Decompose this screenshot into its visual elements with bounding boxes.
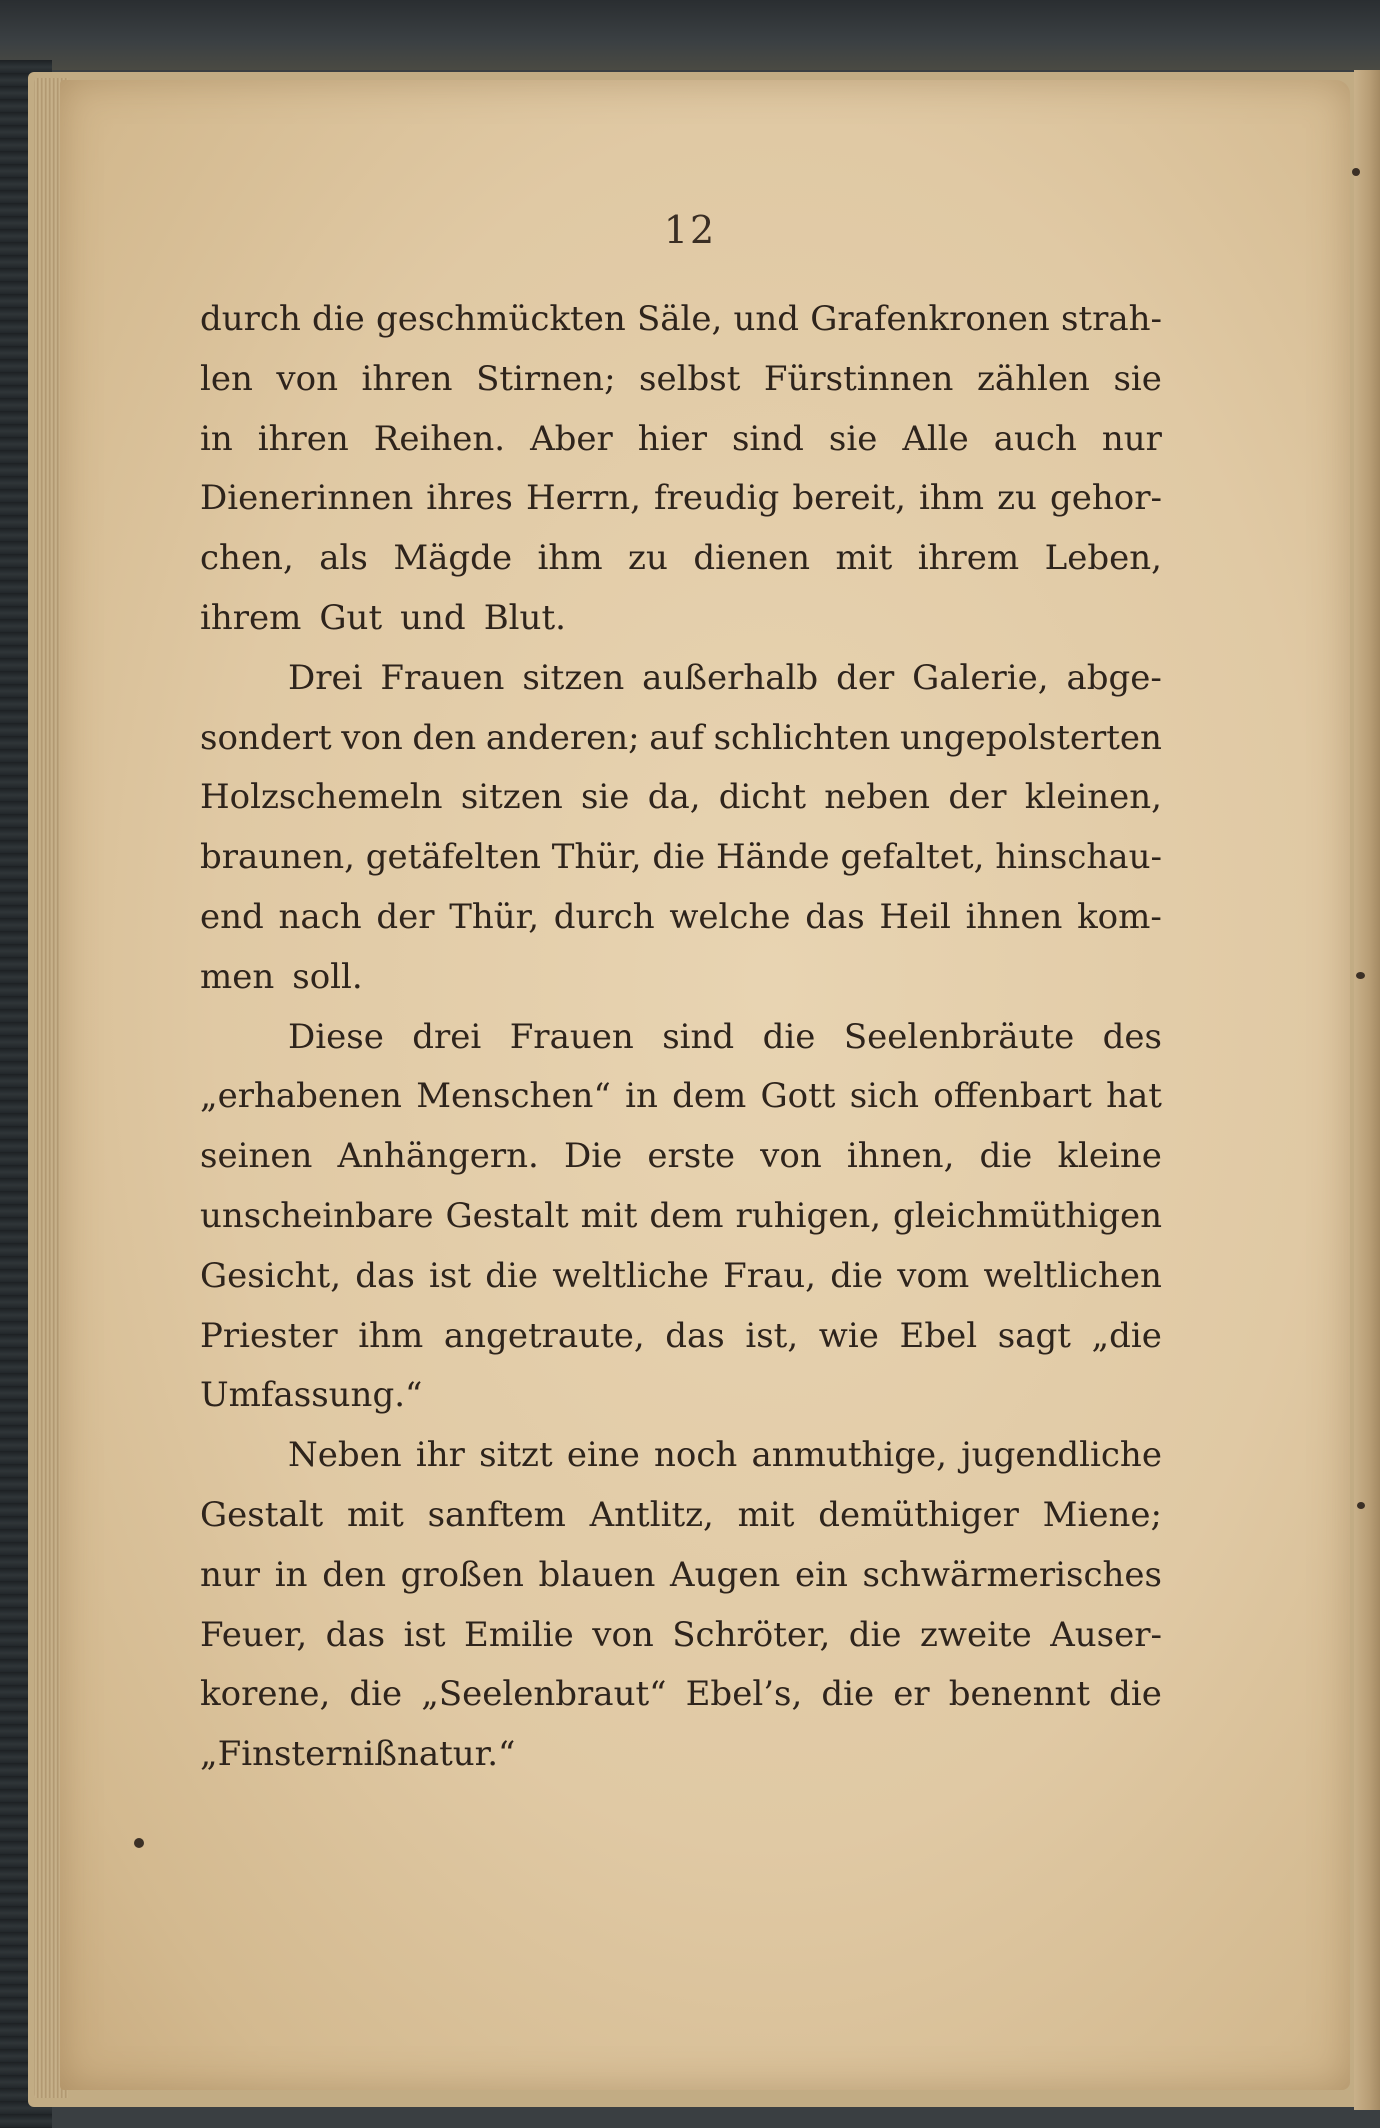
word: den xyxy=(322,1554,386,1595)
word: demüthiger xyxy=(818,1494,1019,1535)
word: sind xyxy=(731,418,804,459)
word: jugendliche xyxy=(961,1435,1162,1476)
word: Frauen xyxy=(509,1016,634,1057)
text-line xyxy=(200,1426,1162,1486)
body-text xyxy=(200,290,1162,1785)
word: kleinen, xyxy=(1024,777,1162,818)
word: Menschen“ xyxy=(416,1076,611,1117)
word: seinen xyxy=(200,1136,313,1177)
word: Neben xyxy=(288,1435,402,1476)
paper-spot xyxy=(134,1838,144,1848)
word: strah- xyxy=(1060,299,1162,339)
word: unscheinbare xyxy=(200,1195,434,1236)
word: gehor- xyxy=(1049,478,1162,519)
word: Gestalt xyxy=(445,1195,569,1236)
word: soll. xyxy=(292,956,363,997)
word: noch xyxy=(654,1435,738,1476)
word: Ebel’s, xyxy=(685,1674,803,1715)
word: die xyxy=(830,1255,884,1296)
word: vom xyxy=(897,1255,970,1296)
word: das xyxy=(805,896,865,937)
text-line xyxy=(200,589,1162,649)
word: „Finsternißnatur.“ xyxy=(200,1734,516,1775)
word: ihm xyxy=(358,1315,424,1356)
word: dicht xyxy=(718,777,807,818)
word: schwärmerisches xyxy=(862,1554,1162,1595)
word: die xyxy=(312,299,365,339)
word: ihren xyxy=(361,358,453,399)
word: Reihen. xyxy=(373,418,506,459)
word: außerhalb xyxy=(642,657,819,698)
word: ruhigen, xyxy=(735,1195,882,1236)
word: kom- xyxy=(1077,896,1162,937)
word: hinschau- xyxy=(995,837,1162,878)
word: Hände xyxy=(715,837,830,878)
word: als xyxy=(319,538,368,579)
word: ihres xyxy=(426,478,513,519)
word: die xyxy=(848,1614,902,1655)
word: sitzen xyxy=(460,777,563,818)
word: ungepolsterten xyxy=(899,717,1162,758)
word: zweite xyxy=(919,1614,1032,1655)
word: in xyxy=(200,418,233,459)
book-cover-top xyxy=(0,0,1380,70)
text-line xyxy=(200,529,1162,589)
word: großen xyxy=(400,1554,524,1595)
word: Anhängern. xyxy=(337,1136,539,1177)
word: Antlitz, xyxy=(589,1494,714,1535)
text-line xyxy=(200,888,1162,948)
word: Thür, xyxy=(551,837,642,878)
word: nur xyxy=(1101,418,1162,459)
word: Frauen xyxy=(380,657,505,698)
text-line xyxy=(200,1366,1162,1426)
word: Holzschemeln xyxy=(200,777,443,818)
word: ihm xyxy=(537,538,603,579)
word: das xyxy=(325,1614,386,1655)
word: zu xyxy=(628,538,668,579)
word: selbst xyxy=(639,358,741,399)
text-line xyxy=(200,1665,1162,1725)
word: ihrem xyxy=(917,538,1020,579)
word: getäfelten xyxy=(365,837,541,878)
word: „die xyxy=(1091,1315,1162,1356)
page-right-edge xyxy=(1354,70,1380,2110)
word: braunen, xyxy=(200,837,355,878)
word: Stirnen; xyxy=(476,358,616,399)
word: sitzen xyxy=(522,657,625,698)
word: freudig xyxy=(653,478,780,519)
text-line xyxy=(200,1008,1162,1068)
word: die xyxy=(652,837,706,878)
word: Thür, xyxy=(449,896,540,937)
word: mit xyxy=(580,1195,638,1236)
word: Aber xyxy=(530,418,613,459)
word: den xyxy=(412,717,477,758)
word: ihm xyxy=(918,478,984,519)
word: der xyxy=(948,777,1007,818)
word: Heil xyxy=(879,896,951,937)
word: neben xyxy=(824,777,931,818)
word: chen, xyxy=(200,538,294,579)
word: von xyxy=(592,1614,654,1655)
word: men xyxy=(200,956,275,997)
word: mit xyxy=(737,1494,795,1535)
word: anderen; xyxy=(485,717,640,758)
word: Dienerinnen xyxy=(200,478,414,519)
word: kleine xyxy=(1057,1136,1162,1177)
word: mit xyxy=(347,1494,404,1535)
text-line xyxy=(200,1187,1162,1247)
word: Auser- xyxy=(1050,1614,1162,1655)
text-line xyxy=(200,410,1162,470)
text-line xyxy=(200,1127,1162,1187)
word: weltliche xyxy=(552,1255,709,1296)
word: Alle xyxy=(902,418,969,459)
text-line xyxy=(200,469,1162,529)
word: „Seelenbraut“ xyxy=(421,1674,667,1715)
word: Blut. xyxy=(483,597,566,638)
word: sondert xyxy=(200,717,332,758)
text-line xyxy=(200,709,1162,769)
word: weltlichen xyxy=(983,1255,1162,1296)
word: sie xyxy=(1113,358,1162,399)
word: Priester xyxy=(200,1315,338,1356)
word: ihrem xyxy=(200,597,302,638)
word: mit xyxy=(835,538,893,579)
paper-spot xyxy=(1356,972,1365,979)
word: die xyxy=(762,1016,816,1057)
word: die xyxy=(821,1674,875,1715)
text-line xyxy=(200,1725,1162,1785)
word: sanftem xyxy=(427,1494,566,1535)
word: von xyxy=(760,1136,822,1177)
word: und xyxy=(733,299,800,339)
word: len xyxy=(200,358,253,399)
word: zählen xyxy=(976,358,1090,399)
word: gefaltet, xyxy=(840,837,985,878)
text-line xyxy=(200,649,1162,709)
word: sie xyxy=(580,777,630,818)
word: angetraute, xyxy=(443,1315,645,1356)
word: Die xyxy=(564,1136,623,1177)
word: wie xyxy=(818,1315,879,1356)
word: hier xyxy=(637,418,707,459)
word: Mägde xyxy=(393,538,513,579)
text-line xyxy=(200,1307,1162,1367)
word: Fürstinnen xyxy=(763,358,954,399)
text-line xyxy=(200,1546,1162,1606)
word: blauen xyxy=(538,1554,656,1595)
word: nur xyxy=(200,1554,261,1595)
word: zu xyxy=(997,478,1037,519)
word: in xyxy=(625,1076,658,1117)
word: er xyxy=(893,1674,930,1715)
word: benennt xyxy=(948,1674,1091,1715)
word: Herrn, xyxy=(525,478,641,519)
word: ist xyxy=(429,1255,472,1296)
word: ihnen, xyxy=(846,1136,955,1177)
paper-spot xyxy=(1352,168,1360,176)
text-line xyxy=(200,948,1162,1008)
text-line xyxy=(200,1067,1162,1127)
word: Seelenbräute xyxy=(843,1016,1075,1057)
word: bereit, xyxy=(792,478,906,519)
word: drei xyxy=(412,1016,482,1057)
word: offenbart xyxy=(933,1076,1092,1117)
word: dem xyxy=(672,1076,747,1117)
word: anmuthige, xyxy=(751,1435,947,1476)
word: nach xyxy=(278,896,362,937)
word: und xyxy=(400,597,466,638)
word: geschmückten xyxy=(376,299,626,339)
word: Diese xyxy=(288,1016,384,1057)
word: auch xyxy=(993,418,1077,459)
word: von xyxy=(341,717,403,758)
word: Feuer, xyxy=(200,1614,308,1655)
word: Säle, xyxy=(636,299,723,339)
word: durch xyxy=(553,896,655,937)
word: Drei xyxy=(288,657,363,698)
word: eine xyxy=(566,1435,640,1476)
word: Umfassung.“ xyxy=(200,1375,423,1416)
word: durch xyxy=(200,299,301,339)
text-line xyxy=(200,350,1162,410)
word: die xyxy=(349,1674,403,1715)
word: hat xyxy=(1106,1076,1162,1117)
word: das xyxy=(355,1255,415,1296)
word: erste xyxy=(647,1136,736,1177)
text-line xyxy=(200,290,1162,350)
word: dienen xyxy=(693,538,811,579)
word: ihr xyxy=(415,1435,465,1476)
page-number: 12 xyxy=(663,208,717,252)
word: sagt xyxy=(997,1315,1071,1356)
word: welche xyxy=(669,896,791,937)
word: korene, xyxy=(200,1674,331,1715)
word: des xyxy=(1102,1016,1162,1057)
text-line xyxy=(200,828,1162,888)
word: Gott xyxy=(760,1076,836,1117)
word: Leben, xyxy=(1044,538,1162,579)
text-line xyxy=(200,768,1162,828)
text-line xyxy=(200,1606,1162,1666)
word: der xyxy=(376,896,435,937)
word: in xyxy=(274,1554,308,1595)
word: auf xyxy=(649,717,704,758)
word: abge- xyxy=(1066,657,1162,698)
word: end xyxy=(200,896,264,937)
word: ist, xyxy=(745,1315,799,1356)
word: sitzt xyxy=(479,1435,553,1476)
word: ein xyxy=(794,1554,848,1595)
text-line xyxy=(200,1247,1162,1307)
word: Miene; xyxy=(1042,1494,1162,1535)
word: Augen xyxy=(670,1554,781,1595)
word: ihnen xyxy=(965,896,1063,937)
word: Gesicht, xyxy=(200,1255,342,1296)
word: Galerie, xyxy=(912,657,1049,698)
word: Grafenkronen xyxy=(810,299,1050,339)
word: von xyxy=(276,358,338,399)
word: sie xyxy=(828,418,878,459)
text-line xyxy=(200,1486,1162,1546)
word: die xyxy=(979,1136,1033,1177)
word: Schröter, xyxy=(672,1614,831,1655)
word: die xyxy=(485,1255,539,1296)
word: „erhabenen xyxy=(200,1076,402,1117)
word: schlichten xyxy=(713,717,891,758)
word: die xyxy=(1109,1674,1162,1715)
word: Emilie xyxy=(464,1614,574,1655)
word: da, xyxy=(647,777,701,818)
word: Gut xyxy=(319,597,383,638)
word: Gestalt xyxy=(200,1494,324,1535)
word: dem xyxy=(649,1195,724,1236)
word: das xyxy=(665,1315,725,1356)
word: der xyxy=(836,657,895,698)
word: ihren xyxy=(257,418,349,459)
paper-spot xyxy=(1357,1502,1365,1509)
word: ist xyxy=(403,1614,446,1655)
word: sind xyxy=(662,1016,735,1057)
word: Ebel xyxy=(899,1315,978,1356)
word: sich xyxy=(849,1076,919,1117)
word: gleichmüthigen xyxy=(893,1195,1162,1236)
word: Frau, xyxy=(723,1255,816,1296)
